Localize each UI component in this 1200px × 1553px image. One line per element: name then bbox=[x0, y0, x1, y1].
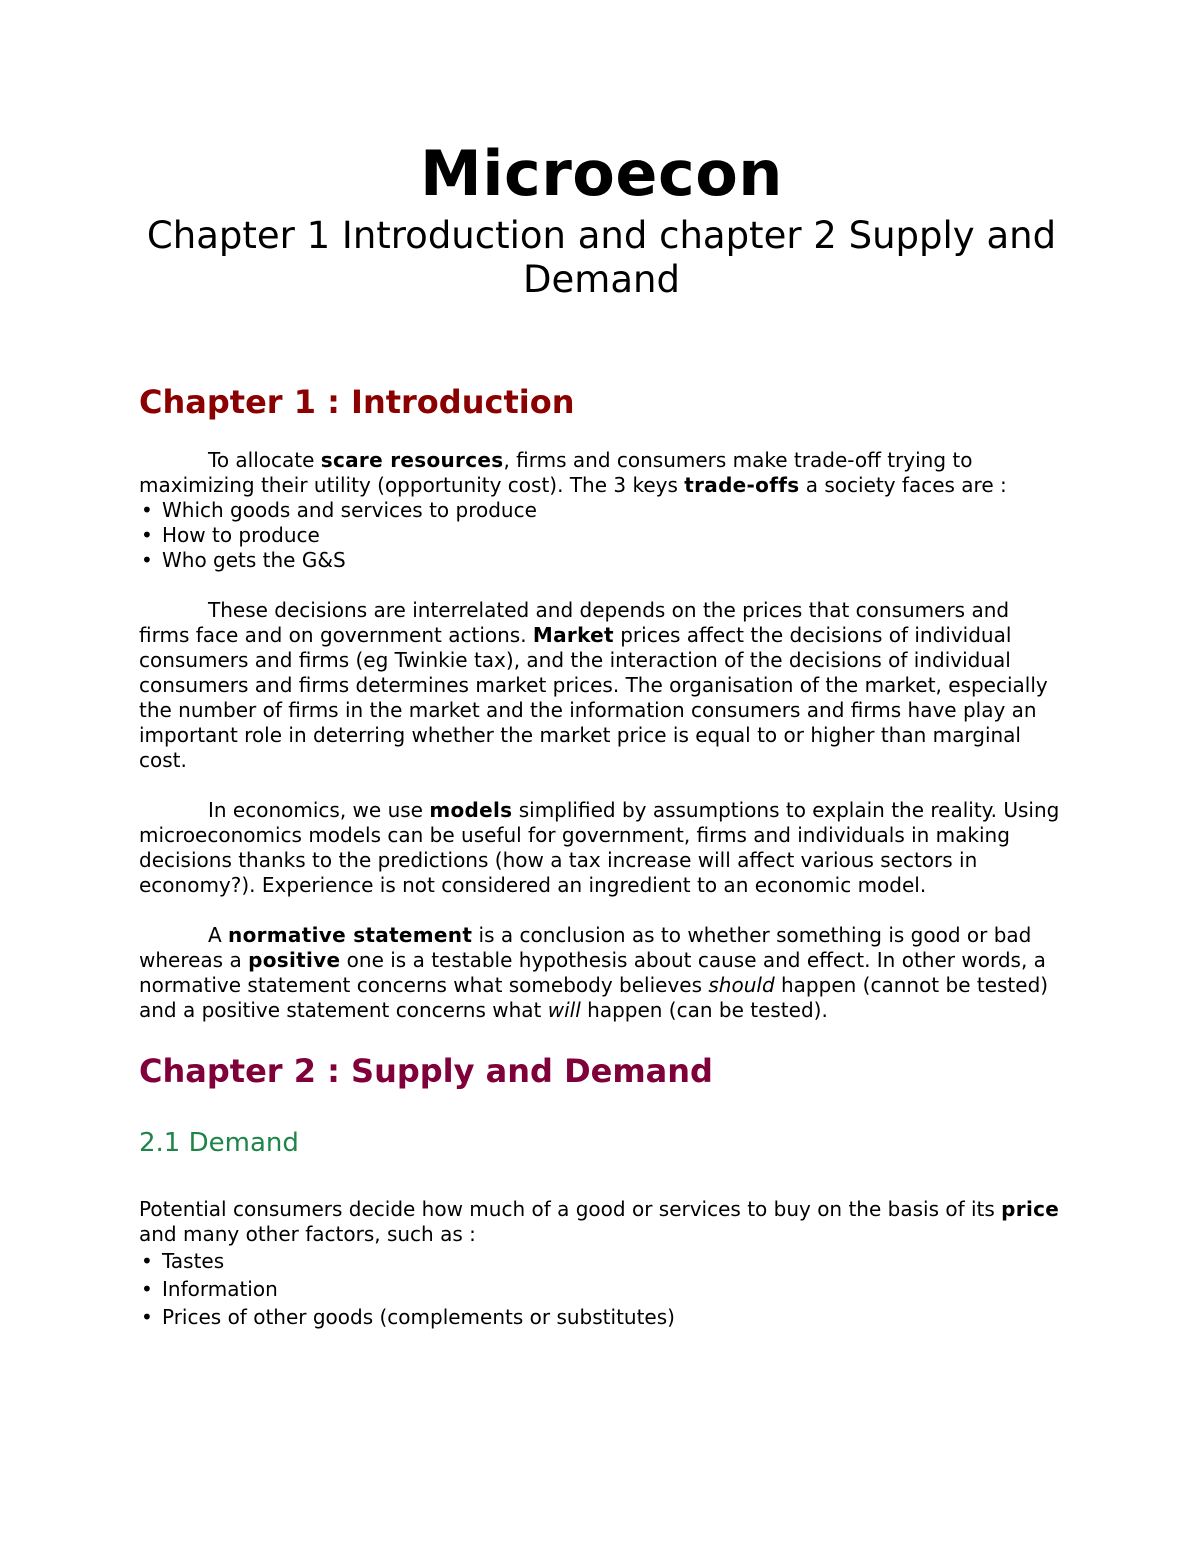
list-item: • Who gets the G&S bbox=[139, 548, 1064, 573]
chapter1-paragraph-1: To allocate scare resources, firms and consumers make trade-off trying to maximizing their utility (opportunity cost). The 3 keys trade-offs a society faces are : bbox=[139, 448, 1007, 497]
chapter1-heading: Chapter 1 : Introduction bbox=[139, 383, 575, 421]
document-title: Microecon bbox=[420, 137, 783, 210]
list-item: • How to produce bbox=[139, 523, 1064, 548]
list-item: • Prices of other goods (complements or substitutes) bbox=[139, 1303, 1064, 1331]
chapter2-paragraph-1: Potential consumers decide how much of a good or services to buy on the basis of its price and many other factors, such as : bbox=[139, 1197, 1060, 1246]
demand-factors-list bbox=[139, 1247, 1064, 1331]
chapter2-heading: Chapter 2 : Supply and Demand bbox=[139, 1052, 713, 1090]
section-heading-demand: 2.1 Demand bbox=[139, 1128, 299, 1158]
document-subtitle: Chapter 1 Introduction and chapter 2 Supply and Demand bbox=[146, 214, 1057, 301]
chapter1-paragraph-4: A normative statement is a conclusion as to whether something is good or bad whereas a positive one is a testable hypothesis about cause and effect. In other words, a normative statement concerns what somebody believes should happen (cannot be tested) and a positive statement concerns what will happen (can be tested). bbox=[139, 923, 1049, 1022]
list-item: • Which goods and services to produce bbox=[139, 498, 1064, 523]
tradeoffs-list bbox=[139, 498, 1064, 573]
chapter1-paragraph-2: These decisions are interrelated and depends on the prices that consumers and firms face and on government actions. Market prices affect the decisions of individual consumers and firms (eg Twinkie tax), and the interaction of the decisions of individual consumers and firms determines market prices. The organisation of the market, especially the number of firms in the market and the information consumers and firms have play an important role in deterring whether the market price is equal to or higher than marginal cost. bbox=[139, 598, 1048, 772]
list-item: • Tastes bbox=[139, 1247, 1064, 1275]
chapter1-paragraph-3: In economics, we use models simplified by assumptions to explain the reality. Using microeconomics models can be useful for government, firms and individuals in making decisions thanks to the predictions (how a tax increase will affect various sectors in economy?). Experience is not considered an ingredient to an economic model. bbox=[139, 798, 1060, 897]
list-item: • Information bbox=[139, 1275, 1064, 1303]
document-page bbox=[139, 138, 1064, 1331]
